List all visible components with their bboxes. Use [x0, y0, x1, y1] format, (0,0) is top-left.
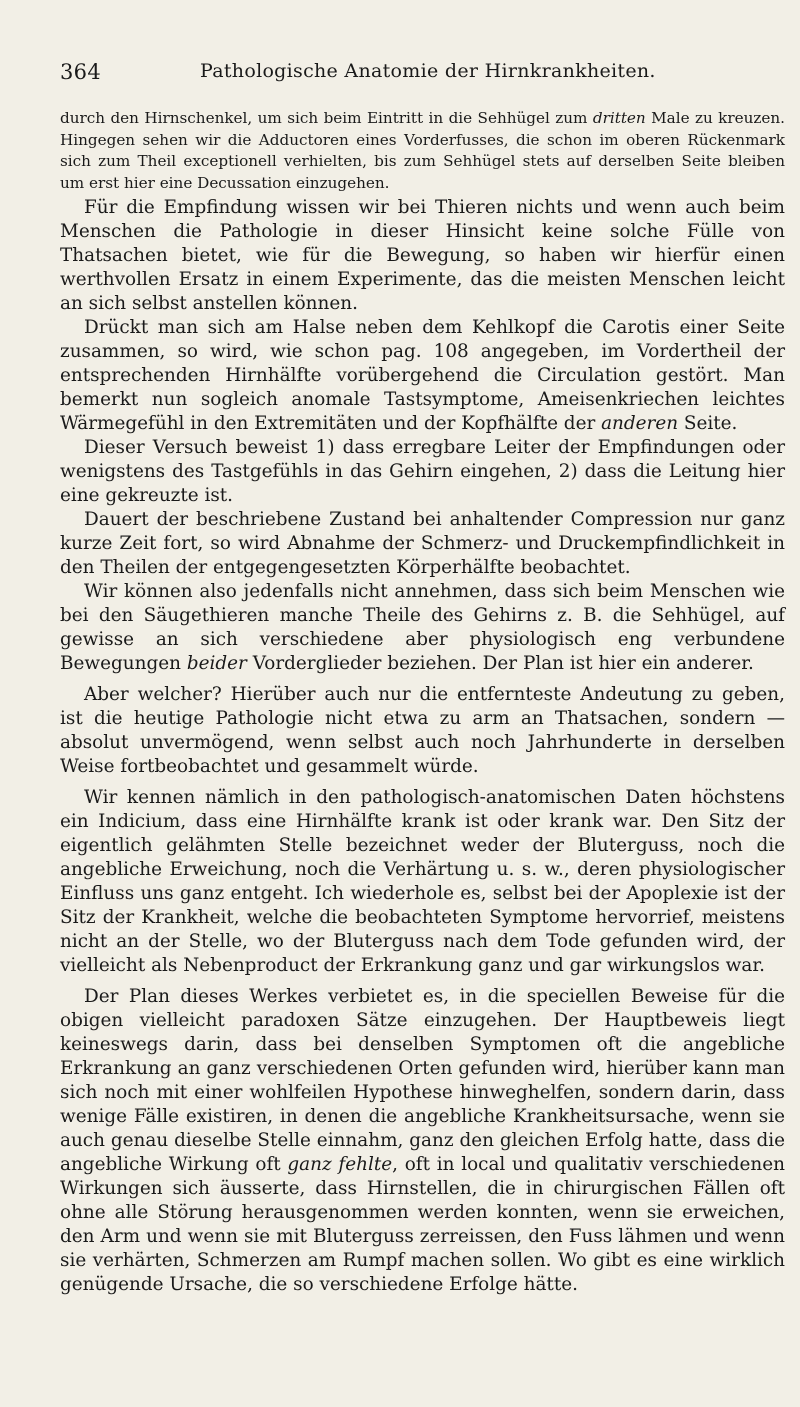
paragraph-empfindung: Für die Empfindung wissen wir bei Thieren nichts und wenn auch beim Menschen die Pathologie in dieser Hinsicht keine solche Fülle von Thatsachen bietet, wie für die Bewegung, so haben wir hierfür einen werthvollen Ersatz in einem Experimente, das die meisten Menschen leicht an sich selbst anstellen können.	[60, 197, 785, 314]
paragraph-continuation: durch den Hirnschenkel, um sich beim Eintritt in die Sehhügel zum dritten Male zu kreuzen. Hingegen sehen wir die Adductoren eines Vorderfusses, die schon im oberen Rückenmark sich zum Theil exceptionell verhielten, bis zum Sehhügel stets auf derselben Seite bleiben um erst hier eine Decussation einzugehen.	[60, 109, 785, 192]
page-number: 364	[60, 60, 101, 84]
paragraph-aber-welcher: Aber welcher? Hierüber auch nur die entfernteste Andeutung zu geben, ist die heutige Pathologie nicht etwa zu arm an Thatsachen, sondern — absolut unvermögend, wenn selbst auch noch Jahrhunderte in derselben Weise fortbeobachtet und gesammelt würde.	[60, 684, 785, 777]
paragraph-plan: Der Plan dieses Werkes verbietet es, in die speciellen Beweise für die obigen vielleicht paradoxen Sätze einzugehen. Der Hauptbeweis liegt keineswegs darin, dass bei denselben Symptomen oft die angebliche Erkrankung an ganz verschiedenen Orten gefunden wird, hierüber kann man sich noch mit einer wohlfeilen Hypothese hinweghelfen, sondern darin, dass wenige Fälle existiren, in denen die angebliche Krankheitsursache, wenn sie auch genau dieselbe Stelle einnahm, ganz den gleichen Erfolg hatte, dass die angebliche Wirkung oft ganz fehlte, oft in local und qualitativ verschiedenen Wirkungen sich äusserte, dass Hirnstellen, die in chirurgischen Fällen oft ohne alle Störung herausgenommen werden konnten, wenn sie erweichen, den Arm und wenn sie mit Bluterguss zerreissen, den Fuss lähmen und wenn sie verhärten, Schmerzen am Rumpf machen sollen. Wo gibt es eine wirklich genügende Ursache, die so verschiedene Erfolge hätte.	[60, 986, 786, 1295]
paragraph-saeugethiere: Wir können also jedenfalls nicht annehmen, dass sich beim Menschen wie bei den Säugethieren manche Theile des Gehirns z. B. die Sehhügel, auf gewisse an sich verschiedene aber physiologisch eng verbundene Bewegungen beider Vorderglieder beziehen. Der Plan ist hier ein anderer.	[60, 581, 785, 674]
running-title: Pathologische Anatomie der Hirnkrankheiten.	[200, 60, 656, 82]
page-header	[60, 60, 770, 90]
paragraph-indicium: Wir kennen nämlich in den pathologisch-anatomischen Daten höchstens ein Indicium, dass eine Hirnhälfte krank ist oder krank war. Den Sitz der eigentlich gelähmten Stelle bezeichnet weder der Bluterguss, noch die angebliche Erweichung, noch die Verhärtung u. s. w., deren physiologischer Einfluss uns ganz entgeht. Ich wiederhole es, selbst bei der Apoplexie ist der Sitz der Krankheit, welche die beobachteten Symptome hervorrief, meistens nicht an der Stelle, wo der Bluterguss nach dem Tode gefunden wird, der vielleicht als Nebenproduct der Erkrankung ganz und gar wirkungslos war.	[60, 787, 785, 976]
body-text	[60, 108, 785, 1304]
paragraph-compression: Dauert der beschriebene Zustand bei anhaltender Compression nur ganz kurze Zeit fort, so wird Abnahme der Schmerz- und Druckempfindlichkeit in den Theilen der entgegengesetzten Körperhälfte beobachtet.	[60, 509, 785, 578]
paragraph-versuch: Dieser Versuch beweist 1) dass erregbare Leiter der Empfindungen oder wenigstens des Tastgefühls in das Gehirn eingehen, 2) dass die Leitung hier eine gekreuzte ist.	[60, 437, 785, 506]
paragraph-experiment: Drückt man sich am Halse neben dem Kehlkopf die Carotis einer Seite zusammen, so wird, wie schon pag. 108 angegeben, im Vordertheil der entsprechenden Hirnhälfte vorübergehend die Circulation gestört. Man bemerkt nun sogleich anomale Tastsymptome, Ameisenkriechen leichtes Wärmegefühl in den Extremitäten und der Kopfhälfte der anderen Seite.	[60, 317, 785, 434]
